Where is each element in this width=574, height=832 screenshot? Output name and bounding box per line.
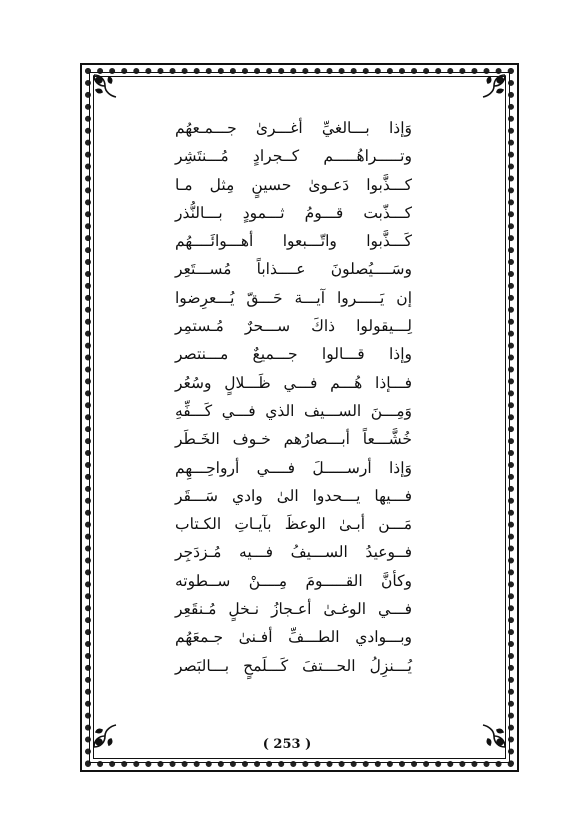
page-number: ( 253 ) [262,737,312,752]
poem-verse: فـــإذا هُـــم فـــي ظَـــلالٍ وسُعُر [175,373,412,392]
poem-verse: وَإذا أرســـــلَ فــــي أرواحِـــهِم [175,458,412,477]
poem-verse: فــوعيدُ الســـيفُ فـــيه مُـزدَجِر [175,543,412,562]
poem-verse: وسَــــيُصلونَ عــــذاباً مُســـتَعِر [175,260,412,279]
poem-verse: مَـــن أبـىٰ الوعظَ بآيـاتِ الكـتاب [175,515,412,534]
poem-verse: وتـــــراهُـــــم كــجرادٍ مُـــنتَشِر [175,147,412,166]
poem-verse: فـــيها يـــحدوا الىٰ وادي سَـــقَر [175,486,412,505]
poem-verse: كـــذَّبوا دَعـوىٰ حسينٍ مِثل مـا [175,175,412,194]
poem-verse: وبـــوادي الطـــفِّ أفـنىٰ جـمعَهُم [175,628,412,647]
floral-ornament-icon [480,72,508,100]
poem-verse: وكأنَّ القـــــومَ مِــــنْ ســطوته [175,571,412,590]
poem-verse: خُشَّـــعاً أبـــصارُهم خـوف الخَـطَر [175,430,412,449]
floral-ornament-icon [91,72,119,100]
poem-verse: كـــذّبت قـــومُ ثـــمودٍ بـــالنُّذر [175,203,412,222]
poem-verse: فـــي الوغـىٰ أعـجازُ نـخلٍ مُـنقَعِر [175,600,412,619]
poem-verse: كَـــذَّبوا واتّـــبعوا أهـــوائَــــهُم [175,232,412,251]
poem-verse: وَإذا بـــالغيِّ أغـــرىٰ جـــمـعهُم [175,119,412,137]
poem-verse: وإذا قـــالوا جـــميعٌ مـــنتصر [175,345,412,364]
poem-verse: إن يَـــــروا آيـــة حَـــقّ يُـــعرِضوا [175,288,412,307]
poem-verse: لِـــيقولوا ذاكَ ســـحرٌ مُـستمِر [175,317,412,336]
poem-body [175,114,412,680]
poem-verse: يُـــنزِلُ الحـــتفَ كَـــلَمحٍ بـــالبَصر [175,656,412,675]
poem-verse: وَمِـــنَ الســـيف الذي فـــي كَـــفِّهِ [175,401,412,420]
